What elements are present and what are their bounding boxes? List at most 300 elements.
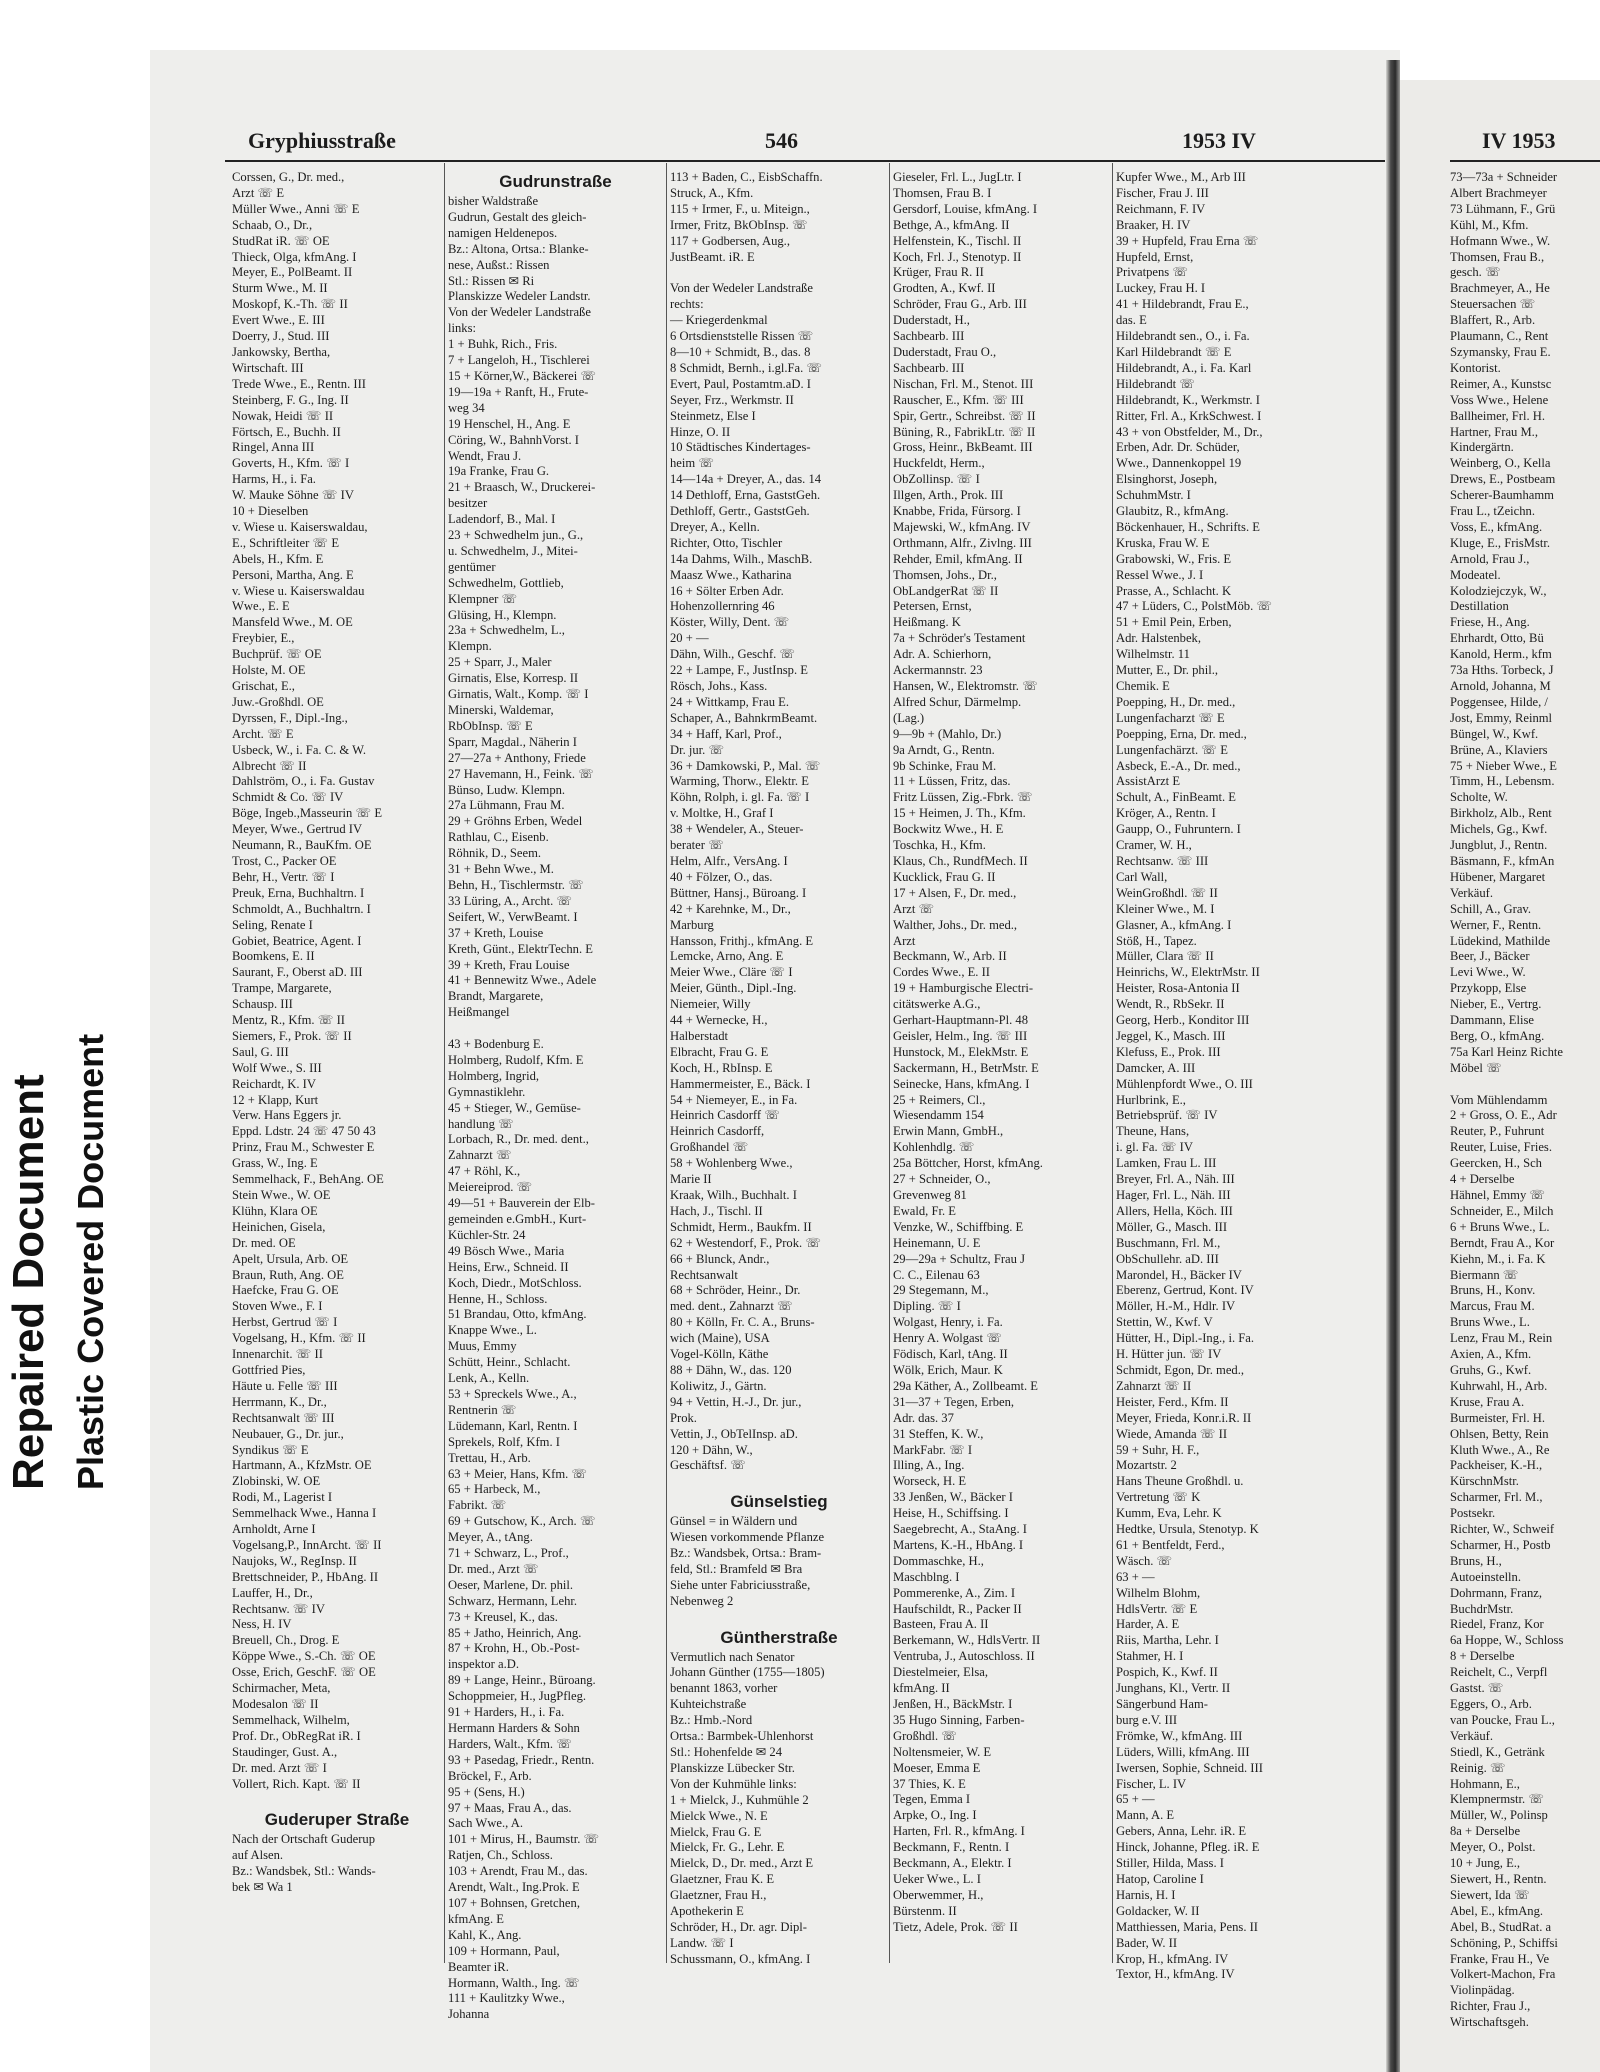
directory-entry: Helfenstein, K., Tischl. II [893,233,1022,248]
directory-entry: Verw. Hans Eggers jr. [232,1108,342,1123]
directory-entry: Beckmann, F., Rentn. I [893,1840,1010,1855]
directory-entry: Haefcke, Frau G. OE [232,1283,339,1298]
directory-entry: Glaubitz, R., kfmAng. [1116,504,1229,519]
directory-entry: 41 + Hildebrandt, Frau E., [1116,297,1249,312]
directory-entry: 25a Böttcher, Horst, kfmAng. [893,1156,1043,1171]
directory-entry: Stoven Wwe., F. I [232,1299,323,1314]
directory-entry: BuchdrMstr. [1450,1601,1514,1616]
directory-entry: Packheiser, K.-H., [1450,1458,1543,1473]
directory-entry: 29 + Gröhns Erben, Wedel [448,814,583,829]
directory-entry: Eppd. Ldstr. 24 ☏ 47 50 43 [232,1124,376,1139]
directory-entry: 58 + Wohlenberg Wwe., [670,1156,793,1171]
directory-entry: Nebenweg 2 [670,1593,734,1608]
directory-entry: 80 + Kölln, Fr. C. A., Bruns- [670,1315,815,1330]
directory-entry: Dreyer, A., Kelln. [670,519,760,534]
directory-entry: Möller, H.-M., Hdlr. IV [1116,1299,1236,1314]
directory-entry: 54 + Niemeyer, E., in Fa. [670,1092,798,1107]
directory-entry: Heister, Rosa-Antonia II [1116,981,1240,996]
directory-entry: 2 + Gross, O. E., Adr [1450,1108,1557,1123]
directory-entry: Wilhelm Blohm, [1116,1585,1201,1600]
directory-entry: Meyer, A., tAng. [448,1530,533,1545]
directory-entry: Lauffer, H., Dr., [232,1585,313,1600]
directory-entry: Jungblut, J., Rentn. [1450,838,1548,853]
directory-entry: Apothekerin E [670,1904,744,1919]
directory-entry: Hermann Harders & Sohn [448,1721,580,1735]
directory-entry: Möbel ☏ [1450,1060,1502,1075]
directory-entry: Boomkens, E. II [232,949,315,964]
directory-entry: 97 + Maas, Frau A., das. [448,1800,572,1815]
directory-entry: Mielck, Frau G. E [670,1824,762,1839]
directory-entry: Venzke, W., Schiffbing. E [893,1219,1024,1234]
directory-entry: Arpke, O., Ing. I [893,1808,977,1823]
directory-entry: Kiehn, M., i. Fa. K [1450,1251,1546,1266]
directory-entry: Mielck, Fr. G., Lehr. E [670,1840,785,1855]
directory-entry: Schmidt & Co. ☏ IV [232,790,344,805]
directory-entry: Steuersachen ☏ [1450,297,1536,312]
directory-entry: Hager, Frl. L., Näh. III [1116,1188,1231,1202]
directory-entry: Stl.: Rissen ✉ Ri [448,273,535,288]
directory-entry: 59 + Suhr, H. F., [1116,1442,1200,1457]
directory-entry: Pommerenke, A., Zim. I [893,1585,1016,1600]
directory-entry: Oberwemmer, H., [893,1887,984,1902]
directory-entry: Hildebrandt ☏ [1116,376,1196,391]
directory-entry: Jeggel, K., Masch. III [1116,1028,1226,1043]
directory-entry: Wäsch. ☏ [1116,1553,1173,1568]
directory-entry: gentümer [448,559,496,574]
directory-entry: Rechtsanwalt [670,1267,738,1282]
directory-entry: 4 + Derselbe [1450,1172,1515,1187]
directory-entry: Tegen, Emma I [893,1792,971,1807]
directory-entry: benannt 1863, vorher [670,1681,778,1696]
directory-entry: Klempn. [448,639,492,654]
directory-entry: Trede Wwe., E., Rentn. III [232,376,366,391]
directory-entry: 25 + Sparr, J., Maler [448,655,552,670]
directory-entry: 6a Hoppe, W., Schloss [1450,1633,1564,1648]
directory-entry: Dr. med., Arzt ☏ [448,1561,539,1576]
directory-entry: Heinrich Casdorff ☏ [670,1108,780,1123]
directory-entry: Bünso, Ludw. Klempn. [448,782,566,797]
directory-entry: Sturm Wwe., M. II [232,281,328,296]
directory-entry: Harms, H., i. Fa. [232,472,316,487]
directory-entry: 16 + Sölter Erben Adr. [670,583,784,598]
directory-entry: Majewski, W., kfmAng. IV [893,519,1031,534]
directory-entry: Meyer, Frieda, Konr.i.R. II [1116,1410,1252,1425]
directory-entry: Elsinghorst, Joseph, [1116,472,1218,487]
directory-entry: Schwarz, Hermann, Lehr. [448,1593,578,1608]
directory-entry: Hansen, W., Elektromstr. ☏ [893,679,1038,693]
directory-entry: Steinberg, F. G., Ing. II [232,392,349,407]
directory-entry: Modesalon ☏ II [232,1697,319,1711]
directory-entry: Destillation [1450,599,1509,614]
directory-entry: Drews, E., Postbeam [1450,472,1556,487]
directory-entry: Innenarchit. ☏ II [232,1347,323,1362]
directory-entry: Sachbearb. III [893,360,965,375]
directory-entry: Ratjen, Ch., Schloss. [448,1848,553,1863]
directory-entry: Goldacker, W. II [1116,1903,1200,1918]
directory-entry: Siehe unter Fabriciusstraße, [670,1577,811,1592]
directory-entry: ObSchullehr. aD. III [1116,1251,1219,1266]
directory-entry: Kruska, Frau W. E [1116,535,1210,550]
directory-entry: Reimer, A., Kunstsc [1450,376,1552,391]
directory-entry: Saul, G. III [232,1044,289,1059]
directory-entry: Ringel, Anna III [232,440,315,455]
directory-entry: Gruhs, G., Kwf. [1450,1362,1532,1377]
directory-entry: 27 + Schneider, O., [893,1172,991,1187]
directory-entry: 9a Arndt, G., Rentn. [893,742,995,757]
directory-entry: Büttner, Hansj., Büroang. I [670,885,807,900]
directory-entry: Lenk, A., Kelln. [448,1371,530,1386]
directory-entry: Ortsa.: Barmbek-Uhlenhorst [670,1729,814,1744]
directory-entry: Johanna [448,2007,490,2022]
directory-entry: Haufschildt, R., Packer II [893,1601,1022,1616]
directory-entry: Heister, Ferd., Kfm. II [1116,1394,1229,1409]
directory-entry: Grass, W., Ing. E [232,1156,318,1171]
directory-entry: Girnatis, Else, Korresp. II [448,671,579,686]
directory-entry: Spir, Gertr., Schreibst. ☏ II [893,408,1036,423]
directory-entry: Nieber, E., Vertrg. [1450,997,1542,1012]
directory-entry: Dr. jur. ☏ [670,742,725,757]
directory-entry: Holmberg, Ingrid, [448,1068,540,1083]
directory-entry: Meyer, E., PolBeamt. II [232,265,353,280]
directory-entry: Marcus, Frau M. [1450,1299,1535,1314]
directory-entry: Dahlström, O., i. Fa. Gustav [232,774,375,789]
directory-entry: Gersdorf, Louise, kfmAng. I [893,201,1038,216]
directory-entry: heim ☏ [670,456,715,471]
directory-entry: v. Moltke, H., Graf I [670,806,774,821]
directory-entry: 71 + Schwarz, L., Prof., [448,1546,569,1561]
directory-entry: Worseck, H. E [893,1474,967,1489]
directory-entry: Hatop, Caroline I [1116,1871,1204,1886]
directory-entry: Illing, A., Ing. [893,1458,965,1473]
directory-entry: Fabrikt. ☏ [448,1498,507,1513]
directory-entry: 14—14a + Dreyer, A., das. 14 [670,472,822,487]
directory-entry: 23a + Schwedhelm, L., [448,623,565,638]
directory-entry: kfmAng. II [893,1681,950,1696]
directory-column-5 [1116,170,1331,1982]
directory-entry: Poepping, H., Dr. med., [1116,694,1236,709]
directory-entry: Prof. Dr., ObRegRat iR. I [232,1728,361,1743]
directory-entry: Brettschneider, P., HbAng. II [232,1569,379,1584]
directory-entry: Hildebrandt, A., i. Fa. Karl [1116,360,1252,375]
directory-entry: Brandt, Margarete, [448,989,544,1004]
directory-entry: gemeinden e.GmbH., Kurt- [448,1212,587,1226]
directory-entry: Usbeck, W., i. Fa. C. & W. [232,742,366,757]
directory-entry: Hinze, O. II [670,424,731,439]
directory-entry: Carl Wall, [1116,869,1168,884]
directory-entry: Nach der Ortschaft Guderup [232,1832,376,1847]
page-number: 546 [765,128,798,153]
directory-entry: Georg, Herb., Konditor III [1116,1013,1250,1028]
directory-entry: Schausp. III [232,997,293,1012]
directory-entry: Berndt, Frau A., Kor [1450,1235,1555,1250]
directory-entry: 89 + Lange, Heinr., Büroang. [448,1673,596,1688]
directory-entry: Planskizze Lübecker Str. [670,1760,795,1775]
directory-entry: 73 Lühmann, F., Grü [1450,201,1556,216]
directory-entry: weg 34 [448,400,485,415]
directory-entry: Rechtsanw. ☏ IV [232,1601,325,1616]
directory-entry: Marondel, H., Bäcker IV [1116,1267,1242,1282]
directory-entry: 14a Dahms, Wilh., MaschB. [670,551,813,566]
directory-entry: Ballheimer, Frl. H. [1450,408,1545,423]
directory-entry: Großhdl. ☏ [893,1728,958,1743]
directory-entry: Elbracht, Frau G. E [670,1044,769,1059]
page-gutter [1386,60,1400,2072]
directory-entry: Postsekr. [1450,1506,1496,1521]
directory-entry: 8a + Derselbe [1450,1824,1521,1839]
directory-entry: Ritter, Frl. A., KrkSchwest. I [1116,408,1262,423]
directory-entry: Struck, A., Kfm. [670,185,754,200]
directory-entry: Ladendorf, B., Mal. I [448,512,556,527]
directory-entry: Klempner ☏ [448,591,518,606]
directory-entry: 47 + Röhl, K., [448,1164,521,1179]
directory-entry: Siewert, H., Rentn. [1450,1871,1547,1886]
directory-entry: Kluth Wwe., A., Re [1450,1442,1550,1457]
directory-entry: Hurlbrink, E., [1116,1092,1186,1107]
directory-entry: Gross, Heinr., BkBeamt. III [893,440,1033,455]
directory-entry: 34 + Haff, Karl, Prof., [670,726,782,741]
directory-entry: 93 + Pasedag, Friedr., Rentn. [448,1752,595,1767]
directory-entry: 107 + Bohnsen, Gretchen, [448,1895,580,1910]
directory-entry: inspektor a.D. [448,1657,519,1672]
directory-entry: Ueker Wwe., L. I [893,1871,981,1886]
directory-entry: Apelt, Ursula, Arb. OE [232,1251,349,1266]
directory-entry: Ressel Wwe., J. I [1116,567,1204,582]
directory-entry: Nischan, Frl. M., Stenot. III [893,376,1034,391]
directory-entry: Braun, Ruth, Ang. OE [232,1267,344,1282]
directory-entry: Adr. A. Schierhorn, [893,647,992,662]
directory-entry [1450,1077,1600,1093]
directory-entry: Osse, Erich, GeschF. ☏ OE [232,1665,376,1680]
directory-entry: Kleiner Wwe., M. I [1116,901,1215,916]
directory-entry: Hupfeld, Ernst, [1116,249,1194,264]
directory-entry: Riedel, Franz, Kor [1450,1617,1544,1632]
directory-entry: Bürstenm. II [893,1903,957,1918]
directory-entry: Stahmer, H. I [1116,1649,1184,1664]
directory-entry: Koch, Frl. J., Stenotyp. II [893,249,1022,264]
directory-entry: Wolf Wwe., S. III [232,1060,322,1075]
directory-entry: Buchprüf. ☏ OE [232,647,322,662]
directory-entry: 91 + Harders, H., i. Fa. [448,1705,565,1720]
directory-entry: Klefuss, E., Prok. III [1116,1044,1221,1059]
directory-entry: Bz.: Wandsbek, Stl.: Wands- [232,1864,376,1879]
directory-entry: Orthmann, Alfr., Zivlng. III [893,535,1032,550]
directory-entry: (Lag.) [893,710,925,725]
directory-entry: berater ☏ [670,838,724,853]
directory-entry: das. E [1116,313,1147,328]
directory-entry: Reuter, Luise, Fries. [1450,1140,1552,1155]
directory-entry: Gudrun, Gestalt des gleich- [448,209,587,224]
directory-entry: Planskizze Wedeler Landstr. [448,289,591,304]
directory-entry: Müller Wwe., Anni ☏ E [232,201,360,216]
directory-entry: Heinichen, Gisela, [232,1219,326,1234]
directory-entry: Heinrich Casdorff, [670,1124,765,1139]
directory-entry [670,1474,888,1490]
directory-entry: Muus, Emmy [448,1339,517,1354]
directory-entry: 41 + Bennewitz Wwe., Adele [448,973,597,988]
directory-entry: Geisler, Helm., Ing. ☏ III [893,1028,1028,1043]
directory-entry: Helm, Alfr., VersAng. I [670,853,788,868]
directory-entry: Bröckel, F., Arb. [448,1768,532,1783]
directory-entry: Archt. ☏ E [232,726,294,741]
directory-entry: besitzer [448,496,488,511]
directory-entry: Allers, Hella, Köch. III [1116,1203,1233,1218]
directory-entry: Syndikus ☏ E [232,1442,309,1457]
directory-column-4 [893,170,1111,1970]
directory-entry: 69 + Gutschow, K., Arch. ☏ [448,1514,596,1529]
directory-entry: Arendt, Walt., Ing.Prok. E [448,1880,580,1895]
directory-entry: Dyrssen, F., Dipl.-Ing., [232,710,348,725]
directory-entry: Bruns, H., Konv. [1450,1283,1536,1298]
directory-entry: Schröder, H., Dr. agr. Dipl- [670,1919,807,1934]
directory-entry: Richter, Otto, Tischler [670,535,783,550]
directory-entry: Semmelhack, F., BehAng. OE [232,1172,384,1187]
directory-entry: 51 + Emil Pein, Erben, [1116,615,1232,630]
directory-entry: Rechtsanw. ☏ III [1116,853,1209,868]
directory-entry: citätswerke A.G., [893,997,981,1012]
directory-entry: Kupfer Wwe., M., Arb III [1116,170,1246,184]
directory-entry: Bäsmann, F., kfmAn [1450,853,1555,868]
directory-entry: Johann Günther (1755—1805) [670,1665,825,1680]
directory-entry: Vogel-Kölln, Käthe [670,1347,769,1362]
directory-entry: Thieck, Olga, kfmAng. I [232,249,357,264]
directory-entry: Stiller, Hilda, Mass. I [1116,1856,1224,1871]
directory-entry: Kanold, Herm., kfm [1450,647,1552,662]
directory-entry: C. C., Eilenau 63 [893,1267,980,1282]
directory-entry: 115 + Irmer, F., u. Miteign., [670,201,810,216]
directory-entry: Frömke, W., kfmAng. III [1116,1728,1243,1743]
directory-entry: Krop, H., kfmAng. IV [1116,1951,1229,1966]
directory-entry: 35 Hugo Sinning, Farben- [893,1712,1025,1727]
directory-entry: 39 + Kreth, Frau Louise [448,957,570,972]
directory-entry: Iwersen, Sophie, Schneid. III [1116,1760,1263,1775]
directory-entry: Brachmeyer, A., He [1450,281,1550,296]
directory-entry: Herbst, Gertrud ☏ I [232,1315,338,1330]
directory-entry: Schill, A., Grav. [1450,901,1532,916]
directory-entry: Beckmann, W., Arb. II [893,949,1007,964]
directory-entry: Pospich, K., Kwf. II [1116,1665,1218,1680]
directory-entry: Voss, E., kfmAng. [1450,519,1543,534]
directory-entry: Axien, A., Kfm. [1450,1347,1532,1362]
directory-entry: bek ✉ Wa 1 [232,1880,293,1895]
directory-entry: Hildebrandt sen., O., i. Fa. [1116,329,1250,344]
directory-entry: Ehrhardt, Otto, Bü [1450,631,1544,646]
directory-entry: WeinGroßhdl. ☏ II [1116,885,1218,900]
directory-entry: Mielck, D., Dr. med., Arzt E [670,1856,814,1871]
directory-entry: Reichardt, K. IV [232,1076,316,1091]
directory-entry: Grischat, E., [232,679,295,693]
directory-entry: Wirtschaftsgeh. [1450,2015,1529,2030]
directory-entry: Heins, Erw., Schneid. II [448,1259,569,1274]
directory-entry: Berg, O., kfmAng. [1450,1028,1545,1043]
directory-entry: Stöß, H., Tapez. [1116,933,1197,948]
directory-entry: Schult, A., FinBeamt. E [1116,790,1236,805]
directory-entry: kfmAng. E [448,1911,504,1926]
directory-entry: Rechtsanwalt ☏ III [232,1410,335,1425]
directory-entry: KürschnMstr. [1450,1474,1519,1489]
directory-entry: Müller, Clara ☏ II [1116,949,1214,964]
directory-entry: Büngel, W., Kwf. [1450,726,1539,741]
page-header-year: 1953 IV [1182,128,1256,153]
directory-entry: Poepping, Erna, Dr. med., [1116,726,1247,741]
directory-entry: Rodi, M., Lagerist I [232,1490,333,1505]
directory-entry: Günsel = in Wäldern und [670,1514,798,1529]
directory-entry: Eberenz, Gertrud, Kont. IV [1116,1283,1254,1298]
directory-entry: 117 + Godbersen, Aug., [670,233,790,248]
directory-column-2 [448,170,663,2022]
directory-entry: Sparr, Magdal., Näherin I [448,734,577,749]
directory-entry: Krüger, Frau R. II [893,265,984,280]
directory-entry: Minerski, Waldemar, [448,703,554,717]
directory-entry: Plaumann, C., Rent [1450,329,1549,344]
street-heading: Güntherstraße [720,1627,838,1647]
directory-entry: Doerry, J., Stud. III [232,329,330,344]
directory-entry [232,1792,442,1808]
directory-entry: Möller, G., Masch. III [1116,1219,1228,1234]
directory-entry: Wiesendamm 154 [893,1108,984,1123]
directory-entry: Riis, Martha, Lehr. I [1116,1633,1219,1648]
directory-entry: Abels, H., Kfm. E [232,551,324,566]
directory-entry: Jost, Emmy, Reinml [1450,710,1553,725]
column-divider [1112,163,1113,1963]
directory-entry: Luckey, Frau H. I [1116,281,1206,296]
directory-entry: u. Schwedhelm, J., Mitei- [448,543,578,558]
directory-entry: Bz.: Hmb.-Nord [670,1713,753,1728]
directory-entry: Meyer, Wwe., Gertrud IV [232,822,363,837]
directory-entry: 113 + Baden, C., EisbSchaffn. [670,170,823,184]
directory-entry: 8 + Derselbe [1450,1649,1515,1664]
directory-entry: gesch. ☏ [1450,265,1501,280]
directory-entry: Kuhrwahl, H., Arb. [1450,1378,1548,1393]
directory-entry: 15 + Heimen, J. Th., Kfm. [893,806,1026,821]
directory-entry: Lungenfacharzt ☏ E [1116,710,1225,725]
directory-entry: Wilhelmstr. 11 [1116,647,1190,662]
directory-entry: Lorbach, R., Dr. med. dent., [448,1132,589,1147]
directory-entry: Lamken, Frau L. III [1116,1156,1217,1171]
directory-entry: Mutter, E., Dr. phil., [1116,663,1218,678]
column-divider [444,163,445,1963]
directory-entry: Stettin, W., Kwf. V [1116,1315,1213,1330]
directory-entry: 10 + Dieselben [232,504,309,519]
directory-entry: Arzt ☏ [893,901,935,916]
directory-entry: 87 + Krohn, H., Ob.-Post- [448,1641,580,1656]
directory-entry: Rösch, Johs., Kass. [670,679,768,693]
directory-entry: Kraak, Wilh., Buchhalt. I [670,1188,797,1202]
directory-entry: 33 Lüring, A., Archt. ☏ [448,893,573,908]
directory-entry: Biermann ☏ [1450,1267,1519,1282]
directory-entry: Stein Wwe., W. OE [232,1188,331,1202]
directory-entry [670,1610,888,1626]
directory-entry: 73 + Kreusel, K., das. [448,1609,558,1624]
directory-entry: Berkemann, W., HdlsVertr. II [893,1633,1041,1648]
directory-entry: 40 + Fölzer, O., das. [670,869,773,884]
directory-entry: Bruns, H., [1450,1553,1502,1568]
directory-entry: Siewert, Ida ☏ [1450,1887,1530,1902]
directory-entry: 15 + Körner,W., Bäckerei ☏ [448,368,597,383]
directory-entry: Juw.-Großhdl. OE [232,694,324,709]
directory-entry: Prok. [670,1410,697,1425]
directory-entry: Lüdekind, Mathilde [1450,933,1551,948]
directory-entry: Eggers, O., Arb. [1450,1697,1532,1711]
directory-entry: Hansson, Frithj., kfmAng. E [670,933,814,948]
directory-entry: Staudinger, Gust. A., [232,1744,338,1759]
directory-entry: Kahl, K., Ang. [448,1927,522,1942]
directory-entry: Schmidt, Egon, Dr. med., [1116,1362,1245,1377]
directory-entry: W. Mauke Söhne ☏ IV [232,488,354,503]
directory-entry: Freybier, E., [232,631,295,646]
directory-entry: Von der Wedeler Landstraße [670,281,813,296]
directory-entry: Dr. med. OE [232,1235,296,1250]
directory-entry: Seling, Renate I [232,917,313,932]
